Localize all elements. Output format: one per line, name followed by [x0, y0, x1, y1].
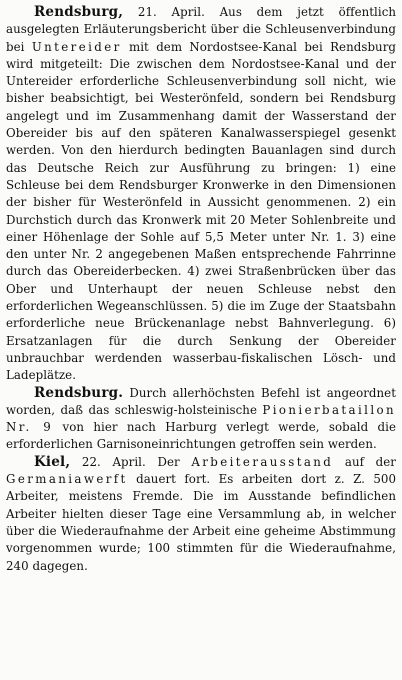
article-text: 22. April. Der	[70, 454, 192, 469]
article-rendsburg-canal	[6, 4, 396, 385]
article-emphasis: Untereider	[31, 39, 122, 54]
article-text: 21. April. Aus dem jetzt öffentlich ausgelegten Erläuterungsbericht über die Schleusenverbindung bei	[6, 5, 396, 54]
article-text: Durch allerhöchsten Befehl ist angeordnet worden, daß das schleswig-holsteinische	[6, 385, 396, 417]
article-text: dauert fort. Es arbeiten dort z. Z. 500 Arbeiter, meistens Fremde. Die im Ausstande befindlichen Arbeiter hielten dieser Tage eine Versammlung ab, in welcher über die Wiederaufnahme der Arbeit eine geheime Abstimmung vorgenommen wurde; 100 stimmten für die Wiederaufnahme, 240 dagegen.	[6, 472, 396, 573]
article-dateline-place: Rendsburg,	[34, 4, 124, 20]
article-emphasis: Arbeiterausstand	[191, 454, 334, 469]
article-text: mit dem Nordostsee-Kanal bei Rendsburg wird mitgeteilt: Die zwischen dem Nordostsee-Kanal und der Untereider erforderliche Schleusenverbindung soll nicht, wie bisher beabsichtigt, bei Westerönfeld, sondern bei Rendsburg angelegt und im Zusammenhang damit der Wasserstand der Obereider bis auf den späteren Kanalwasserspiegel gesenkt werden. Von den hierdurch bedingten Bauanlagen sind durch das Deutsche Reich zur Ausführung zu bringen: 1) eine Schleuse bei dem Rendsburger Kronwerke in den Dimensionen der bisher für Westerönfeld in Aussicht genommenen. 2) ein Durchstich durch das Kronwerk mit 20 Meter Sohlenbreite und einer Höhenlage der Sohle auf 5,5 Meter unter Nr. 1. 3) eine den unter Nr. 2 angegebenen Maßen entsprechende Fahrrinne durch das Obereiderbecken. 4) zwei Straßenbrücken über das Ober und Unterhaupt der neuen Schleuse nebst den erforderlichen Wegeanschlüssen. 5) die im Zuge der Staatsbahn erforderliche neue Brückenanlage nebst Bahnverlegung. 6) Ersatzanlagen für die durch Senkung der Obereider unbrauchbar werdenden wasserbau-fiskalischen Lösch- und Ladeplätze.	[6, 39, 396, 383]
article-dateline-place: Rendsburg.	[34, 384, 124, 401]
article-dateline-place: Kiel,	[34, 453, 71, 470]
article-text: auf der	[333, 454, 396, 469]
article-emphasis: Pionierbataillon Nr. 9	[6, 402, 396, 435]
article-kiel-strike	[6, 454, 396, 575]
article-emphasis: Germaniawerft	[6, 472, 128, 487]
article-text: von hier nach Harburg verlegt werde, sobald die erforderlichen Garnisoneinrichtungen getroffen sein werden.	[6, 420, 396, 452]
article-rendsburg-pioneers	[6, 385, 396, 454]
